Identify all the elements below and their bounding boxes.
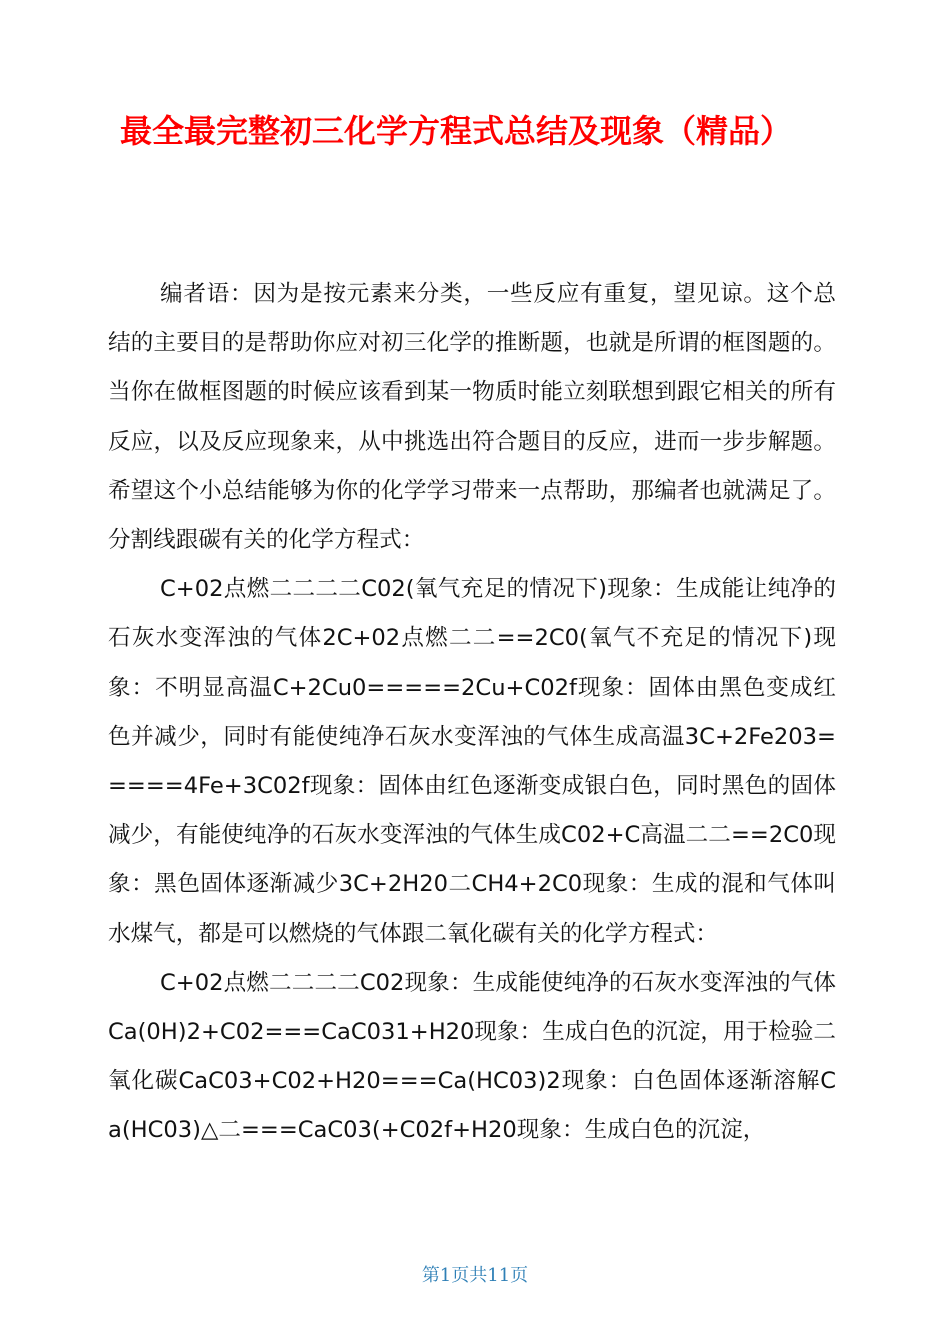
page-number-footer: 第1页共11页: [421, 1265, 529, 1286]
document-title: 最全最完整初三化学方程式总结及现象（精品）: [120, 112, 793, 150]
intro-paragraph: 编者语：因为是按元素来分类，一些反应有重复，望见谅。这个总结的主要目的是帮助你应对初三化学的推断题，也就是所谓的框图题的。当你在做框图题的时候应该看到某一物质时能立刻联想到跟它相关的所有反应，以及反应现象来，从中挑选出符合题目的反应，进而一步步解题。希望这个小总结能够为你的化学学习带来一点帮助，那编者也就满足了。分割线跟碳有关的化学方程式：: [108, 281, 836, 554]
carbon-equations-paragraph: C+02点燃二二二二C02(氧气充足的情况下)现象：生成能让纯净的石灰水变浑浊的气体2C+02点燃二二==2C0(氧气不充足的情况下)现象：不明显高温C+2Cu0=====2Cu+C02f现象：固体由黑色变成红色并减少，同时有能使纯净石灰水变浑浊的气体生成高温3C+2Fe203=====4Fe+3C02f现象：固体由红色逐渐变成银白色，同时黑色的固体减少，有能使纯净的石灰水变浑浊的气体生成C02+C高温二二==2C0现象：黑色固体逐渐减少3C+2H20二CH4+2C0现象：生成的混和气体叫水煤气，都是可以燃烧的气体跟二氧化碳有关的化学方程式：: [108, 576, 836, 947]
carbon-dioxide-equations-paragraph: C+02点燃二二二二C02现象：生成能使纯净的石灰水变浑浊的气体Ca(0H)2+C02===CaC031+H20现象：生成白色的沉淀，用于检验二氧化碳CaC03+C02+H20===Ca(HC03)2现象：白色固体逐渐溶解Ca(HC03)△二===CaC03(+C02f+H20现象：生成白色的沉淀，: [108, 969, 836, 1144]
document-body: [108, 270, 836, 1156]
